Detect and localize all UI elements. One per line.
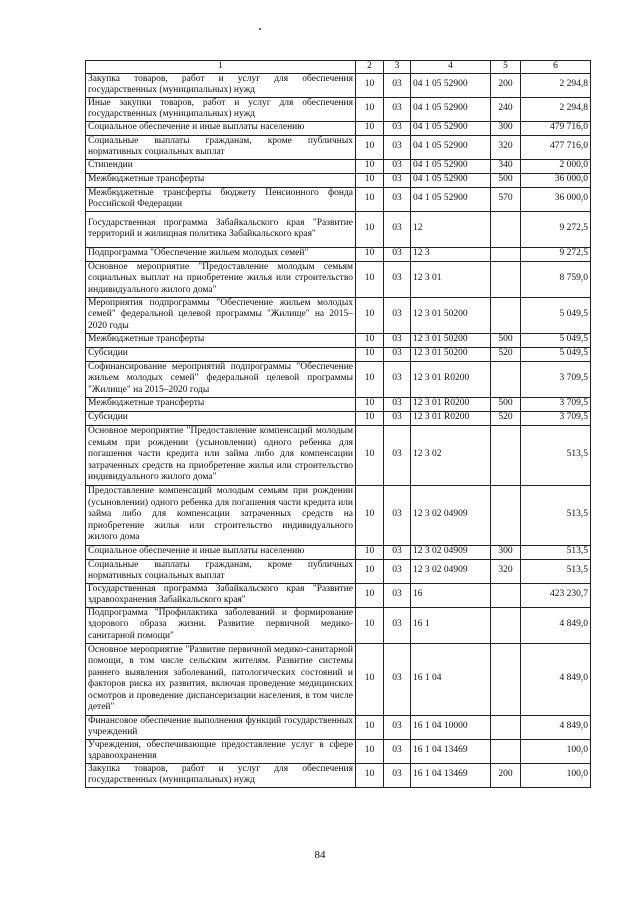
table-row <box>86 297 591 333</box>
row-name: Субсидии <box>86 411 356 425</box>
row-subsection: 03 <box>384 187 411 211</box>
row-expense-type <box>491 583 521 607</box>
row-amount: 36 000,0 <box>521 173 591 187</box>
row-name: Социальные выплаты гражданам, кроме публичных нормативных социальных выплат <box>86 135 356 159</box>
row-section: 10 <box>356 411 384 425</box>
row-amount: 9 272,5 <box>521 211 591 247</box>
col-header-target-article: 4 <box>411 61 491 74</box>
row-name: Закупка товаров, работ и услуг для обеспечения государственных (муниципальных) нужд <box>86 73 356 97</box>
row-expense-type: 500 <box>491 173 521 187</box>
table-row <box>86 333 591 347</box>
row-subsection: 03 <box>384 607 411 643</box>
row-amount: 5 049,5 <box>521 297 591 333</box>
row-section: 10 <box>356 739 384 763</box>
table-row <box>86 545 591 559</box>
row-name: Государственная программа Забайкальского края "Развитие территорий и жилищная политика Забайкальского края" <box>86 211 356 247</box>
row-amount: 479 716,0 <box>521 121 591 135</box>
table-row <box>86 485 591 545</box>
row-section: 10 <box>356 261 384 297</box>
row-target-article: 16 <box>411 583 491 607</box>
row-target-article: 12 3 02 04909 <box>411 545 491 559</box>
row-name: Государственная программа Забайкальского края "Развитие здравоохранения Забайкальского края" <box>86 583 356 607</box>
row-subsection: 03 <box>384 763 411 787</box>
row-subsection: 03 <box>384 297 411 333</box>
row-subsection: 03 <box>384 361 411 397</box>
row-amount: 513,5 <box>521 485 591 545</box>
row-section: 10 <box>356 397 384 411</box>
row-name: Межбюджетные трансферты <box>86 333 356 347</box>
row-target-article: 12 3 01 R0200 <box>411 411 491 425</box>
table-row <box>86 261 591 297</box>
row-subsection: 03 <box>384 715 411 739</box>
row-target-article: 16 1 04 13469 <box>411 739 491 763</box>
row-subsection: 03 <box>384 739 411 763</box>
row-amount: 4 849,0 <box>521 643 591 715</box>
row-subsection: 03 <box>384 173 411 187</box>
table-row <box>86 397 591 411</box>
row-amount: 36 000,0 <box>521 187 591 211</box>
row-amount: 4 849,0 <box>521 607 591 643</box>
row-target-article: 12 3 01 <box>411 261 491 297</box>
row-amount: 2 000,0 <box>521 159 591 173</box>
row-expense-type: 200 <box>491 763 521 787</box>
row-amount: 5 049,5 <box>521 347 591 361</box>
row-name: Закупка товаров, работ и услуг для обеспечения государственных (муниципальных) нужд <box>86 763 356 787</box>
table-row <box>86 159 591 173</box>
row-section: 10 <box>356 763 384 787</box>
row-section: 10 <box>356 73 384 97</box>
row-subsection: 03 <box>384 73 411 97</box>
row-name: Иные закупки товаров, работ и услуг для обеспечения государственных (муниципальных) нужд <box>86 97 356 121</box>
table-row <box>86 73 591 97</box>
row-expense-type: 570 <box>491 187 521 211</box>
row-target-article: 12 3 01 50200 <box>411 297 491 333</box>
table-row <box>86 361 591 397</box>
page-number: 84 <box>314 849 326 861</box>
row-amount: 100,0 <box>521 763 591 787</box>
row-expense-type <box>491 297 521 333</box>
row-section: 10 <box>356 485 384 545</box>
row-subsection: 03 <box>384 261 411 297</box>
row-amount: 100,0 <box>521 739 591 763</box>
row-expense-type <box>491 607 521 643</box>
table-row <box>86 97 591 121</box>
row-expense-type <box>491 715 521 739</box>
row-amount: 477 716,0 <box>521 135 591 159</box>
row-name: Межбюджетные трансферты <box>86 173 356 187</box>
row-target-article: 04 1 05 52900 <box>411 135 491 159</box>
row-expense-type: 320 <box>491 559 521 583</box>
row-expense-type: 240 <box>491 97 521 121</box>
row-expense-type: 500 <box>491 333 521 347</box>
row-section: 10 <box>356 135 384 159</box>
row-expense-type <box>491 425 521 485</box>
row-target-article: 12 3 01 50200 <box>411 333 491 347</box>
row-section: 10 <box>356 607 384 643</box>
table-row <box>86 425 591 485</box>
row-expense-type <box>491 739 521 763</box>
row-target-article: 12 3 02 04909 <box>411 559 491 583</box>
table-row <box>86 211 591 247</box>
row-amount: 423 230,7 <box>521 583 591 607</box>
row-expense-type <box>491 361 521 397</box>
row-expense-type: 200 <box>491 73 521 97</box>
row-amount: 3 709,5 <box>521 361 591 397</box>
table-row <box>86 607 591 643</box>
row-target-article: 16 1 04 13469 <box>411 763 491 787</box>
row-target-article: 16 1 04 <box>411 643 491 715</box>
row-section: 10 <box>356 121 384 135</box>
row-name: Субсидии <box>86 347 356 361</box>
table-row <box>86 347 591 361</box>
row-subsection: 03 <box>384 545 411 559</box>
row-expense-type: 300 <box>491 545 521 559</box>
row-target-article: 12 3 02 <box>411 425 491 485</box>
table-row <box>86 187 591 211</box>
row-section: 10 <box>356 425 384 485</box>
row-target-article: 04 1 05 52900 <box>411 159 491 173</box>
row-expense-type <box>491 643 521 715</box>
row-name: Стипендии <box>86 159 356 173</box>
row-target-article: 04 1 05 52900 <box>411 173 491 187</box>
row-target-article: 12 3 01 50200 <box>411 347 491 361</box>
row-section: 10 <box>356 545 384 559</box>
row-name: Межбюджетные трансферты <box>86 397 356 411</box>
row-target-article: 04 1 05 52900 <box>411 97 491 121</box>
row-subsection: 03 <box>384 643 411 715</box>
row-expense-type <box>491 247 521 261</box>
col-header-section: 2 <box>356 61 384 74</box>
row-section: 10 <box>356 187 384 211</box>
row-name: Подпрограмма "Профилактика заболеваний и формирование здорового образа жизни. Развитие первичной медико-санитарной помощи" <box>86 607 356 643</box>
row-name: Межбюджетные трансферты бюджету Пенсионного фонда Российской Федерации <box>86 187 356 211</box>
row-target-article: 16 1 04 10000 <box>411 715 491 739</box>
row-section: 10 <box>356 297 384 333</box>
row-section: 10 <box>356 715 384 739</box>
row-section: 10 <box>356 333 384 347</box>
table-row <box>86 583 591 607</box>
row-name: Социальные выплаты гражданам, кроме публичных нормативных социальных выплат <box>86 559 356 583</box>
row-section: 10 <box>356 211 384 247</box>
table-row <box>86 247 591 261</box>
row-subsection: 03 <box>384 247 411 261</box>
row-section: 10 <box>356 559 384 583</box>
row-amount: 3 709,5 <box>521 397 591 411</box>
row-section: 10 <box>356 97 384 121</box>
row-amount: 3 709,5 <box>521 411 591 425</box>
row-target-article: 12 3 <box>411 247 491 261</box>
row-subsection: 03 <box>384 559 411 583</box>
row-name: Софинансирование мероприятий подпрограммы "Обеспечение жильем молодых семей" федеральной целевой программы "Жилище" на 2015–2020 годы <box>86 361 356 397</box>
row-section: 10 <box>356 347 384 361</box>
row-name: Подпрограмма "Обеспечение жильем молодых семей" <box>86 247 356 261</box>
row-target-article: 04 1 05 52900 <box>411 73 491 97</box>
row-expense-type <box>491 485 521 545</box>
row-subsection: 03 <box>384 135 411 159</box>
row-amount: 513,5 <box>521 559 591 583</box>
table-row <box>86 411 591 425</box>
row-section: 10 <box>356 361 384 397</box>
row-subsection: 03 <box>384 211 411 247</box>
col-header-name: 1 <box>86 61 356 74</box>
row-section: 10 <box>356 159 384 173</box>
row-amount: 2 294,8 <box>521 73 591 97</box>
row-expense-type: 500 <box>491 397 521 411</box>
row-amount: 4 849,0 <box>521 715 591 739</box>
col-header-expense-type: 5 <box>491 61 521 74</box>
row-name: Основное мероприятие "Предоставление молодым семьям социальных выплат на приобретение жилья или строительство индивидуального жилого дома" <box>86 261 356 297</box>
row-target-article: 12 3 01 R0200 <box>411 361 491 397</box>
row-name: Учреждения, обеспечивающие предоставление услуг в сфере здравоохранения <box>86 739 356 763</box>
row-subsection: 03 <box>384 121 411 135</box>
row-name: Предоставление компенсаций молодым семьям при рождении (усыновлении) одного ребенка для погашения части кредита или займа либо для компенсации затраченных средств на приобретение жилья или строительство индивидуального жилого дома <box>86 485 356 545</box>
row-subsection: 03 <box>384 425 411 485</box>
row-expense-type <box>491 211 521 247</box>
row-expense-type: 320 <box>491 135 521 159</box>
row-target-article: 04 1 05 52900 <box>411 187 491 211</box>
row-section: 10 <box>356 247 384 261</box>
row-expense-type <box>491 261 521 297</box>
row-subsection: 03 <box>384 583 411 607</box>
row-subsection: 03 <box>384 411 411 425</box>
row-section: 10 <box>356 643 384 715</box>
table-row <box>86 121 591 135</box>
row-amount: 513,5 <box>521 425 591 485</box>
row-name: Основное мероприятие "Развитие первичной медико-санитарной помощи, в том числе сельским жителям. Развитие системы раннего выявления заболеваний, патологических состояний и факторов риска их развития, включая проведение медицинских осмотров и проведение диспансеризации населения, в том числе детей" <box>86 643 356 715</box>
table-row <box>86 763 591 787</box>
scan-speck <box>259 28 261 30</box>
row-name: Основное мероприятие "Предоставление компенсаций молодым семьям при рождении (усыновлении) одного ребенка для погашения части кредита или займа либо для компенсации затраченных средств на приобретение жилья или строительство индивидуального жилого дома" <box>86 425 356 485</box>
row-name: Мероприятия подпрограммы "Обеспечение жильем молодых семей" федеральной целевой программы "Жилище" на 2015–2020 годы <box>86 297 356 333</box>
row-target-article: 16 1 <box>411 607 491 643</box>
row-name: Социальное обеспечение и иные выплаты населению <box>86 121 356 135</box>
col-header-subsection: 3 <box>384 61 411 74</box>
row-name: Финансовое обеспечение выполнения функций государственных учреждений <box>86 715 356 739</box>
table-row <box>86 715 591 739</box>
row-name: Социальное обеспечение и иные выплаты населению <box>86 545 356 559</box>
row-amount: 8 759,0 <box>521 261 591 297</box>
row-subsection: 03 <box>384 397 411 411</box>
row-amount: 5 049,5 <box>521 333 591 347</box>
row-subsection: 03 <box>384 333 411 347</box>
row-expense-type: 340 <box>491 159 521 173</box>
row-subsection: 03 <box>384 97 411 121</box>
row-subsection: 03 <box>384 159 411 173</box>
row-target-article: 04 1 05 52900 <box>411 121 491 135</box>
row-amount: 2 294,8 <box>521 97 591 121</box>
row-amount: 9 272,5 <box>521 247 591 261</box>
table-row <box>86 643 591 715</box>
table-row <box>86 135 591 159</box>
row-expense-type: 520 <box>491 411 521 425</box>
row-target-article: 12 <box>411 211 491 247</box>
row-amount: 513,5 <box>521 545 591 559</box>
row-section: 10 <box>356 173 384 187</box>
row-expense-type: 300 <box>491 121 521 135</box>
budget-table <box>85 60 591 788</box>
table-row <box>86 559 591 583</box>
col-header-amount: 6 <box>521 61 591 74</box>
row-section: 10 <box>356 583 384 607</box>
row-target-article: 12 3 01 R0200 <box>411 397 491 411</box>
row-subsection: 03 <box>384 485 411 545</box>
row-target-article: 12 3 02 04909 <box>411 485 491 545</box>
table-row <box>86 739 591 763</box>
row-subsection: 03 <box>384 347 411 361</box>
table-row <box>86 173 591 187</box>
header-row <box>86 61 591 74</box>
row-expense-type: 520 <box>491 347 521 361</box>
